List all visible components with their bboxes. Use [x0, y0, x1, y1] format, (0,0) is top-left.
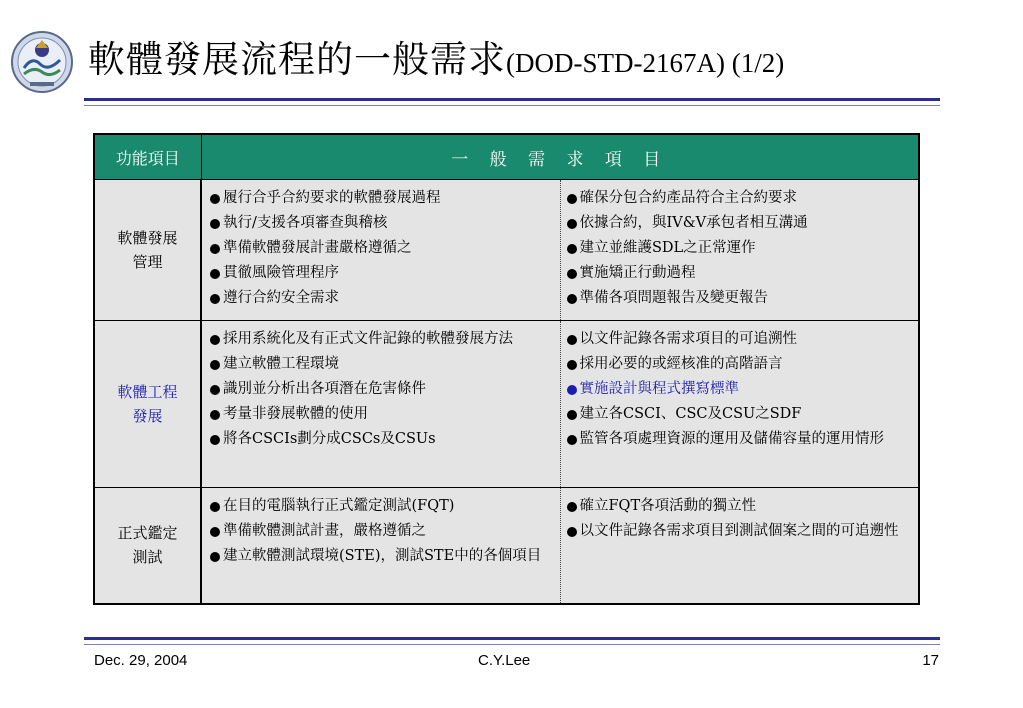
list-item: 考量非發展軟體的使用 — [210, 402, 554, 427]
list-item: 依據合約，與IV&V承包者相互溝通 — [567, 211, 913, 236]
category-line: 發展 — [132, 407, 163, 425]
list-item: 確保分包合約產品符合主合約要求 — [567, 186, 913, 211]
category-line: 軟體工程 — [117, 383, 178, 401]
list-item: 以文件記錄各需求項目到測試個案之間的可追遡性 — [567, 519, 913, 544]
category-line: 管理 — [132, 253, 163, 271]
table-row — [94, 180, 919, 321]
slide-title-chinese: 軟體發展流程的一般需求 — [88, 38, 506, 81]
category-line: 正式鑑定 — [117, 524, 178, 543]
requirements-right-cell — [560, 180, 919, 321]
list-item: 建立軟體工程環境 — [210, 352, 554, 377]
requirements-right-cell — [560, 321, 919, 488]
row-category — [94, 180, 201, 321]
title-divider-thin — [84, 105, 940, 106]
row-category — [94, 321, 201, 488]
footer-divider-thin — [84, 644, 940, 645]
list-item: 監管各項處理資源的運用及儲備容量的運用情形 — [567, 427, 913, 452]
list-item: 建立軟體測試環境(STE)，測試STE中的各個項目 — [210, 544, 554, 569]
list-item: 建立各CSCI、CSC及CSU之SDF — [567, 402, 913, 427]
footer-page-number: 17 — [922, 652, 939, 669]
header-function-item: 功能項目 — [94, 134, 201, 180]
list-item: 在目的電腦執行正式鑑定測試(FQT) — [210, 494, 554, 519]
list-item: 執行/支援各項審查與稽核 — [210, 211, 554, 236]
list-item: 以文件記錄各需求項目的可追溯性 — [567, 327, 913, 352]
list-item: 確立FQT各項活動的獨立性 — [567, 494, 913, 519]
slide-title — [88, 36, 784, 84]
list-item: 識別並分析出各項潛在危害條件 — [210, 377, 554, 402]
list-item: 採用必要的或經核准的高階語言 — [567, 352, 913, 377]
footer-date: Dec. 29, 2004 — [94, 652, 188, 669]
list-item: 實施矯正行動過程 — [567, 261, 913, 286]
slide-title-english: (DOD-STD-2167A) (1/2) — [506, 48, 785, 78]
list-item: 準備各項問題報告及變更報告 — [567, 286, 913, 311]
list-item: 貫徹風險管理程序 — [210, 261, 554, 286]
category-line: 測試 — [132, 548, 163, 567]
table-row — [94, 488, 919, 604]
requirements-right-cell — [560, 488, 919, 604]
footer-divider-thick — [84, 637, 940, 640]
row-category — [94, 488, 201, 604]
list-item: 建立並維護SDL之正常運作 — [567, 236, 913, 261]
requirements-left-cell — [201, 180, 560, 321]
list-item: 準備軟體發展計畫嚴格遵循之 — [210, 236, 554, 261]
list-item-highlighted: 實施設計與程式撰寫標準 — [567, 377, 913, 402]
table-row — [94, 321, 919, 488]
list-item: 遵行合約安全需求 — [210, 286, 554, 311]
category-line: 軟體發展 — [117, 229, 178, 247]
requirements-table — [93, 133, 920, 605]
requirements-left-cell — [201, 488, 560, 604]
list-item: 採用系統化及有正式文件記錄的軟體發展方法 — [210, 327, 554, 352]
requirements-left-cell — [201, 321, 560, 488]
footer-author: C.Y.Lee — [478, 652, 531, 669]
list-item: 準備軟體測試計畫，嚴格遵循之 — [210, 519, 554, 544]
list-item: 將各CSCIs劃分成CSCs及CSUs — [210, 427, 554, 452]
table-header-row — [94, 134, 919, 180]
university-seal-logo — [10, 30, 74, 100]
title-divider-thick — [84, 98, 940, 101]
list-item: 履行合乎合約要求的軟體發展過程 — [210, 186, 554, 211]
header-general-requirements: 一 般 需 求 項 目 — [201, 134, 919, 180]
